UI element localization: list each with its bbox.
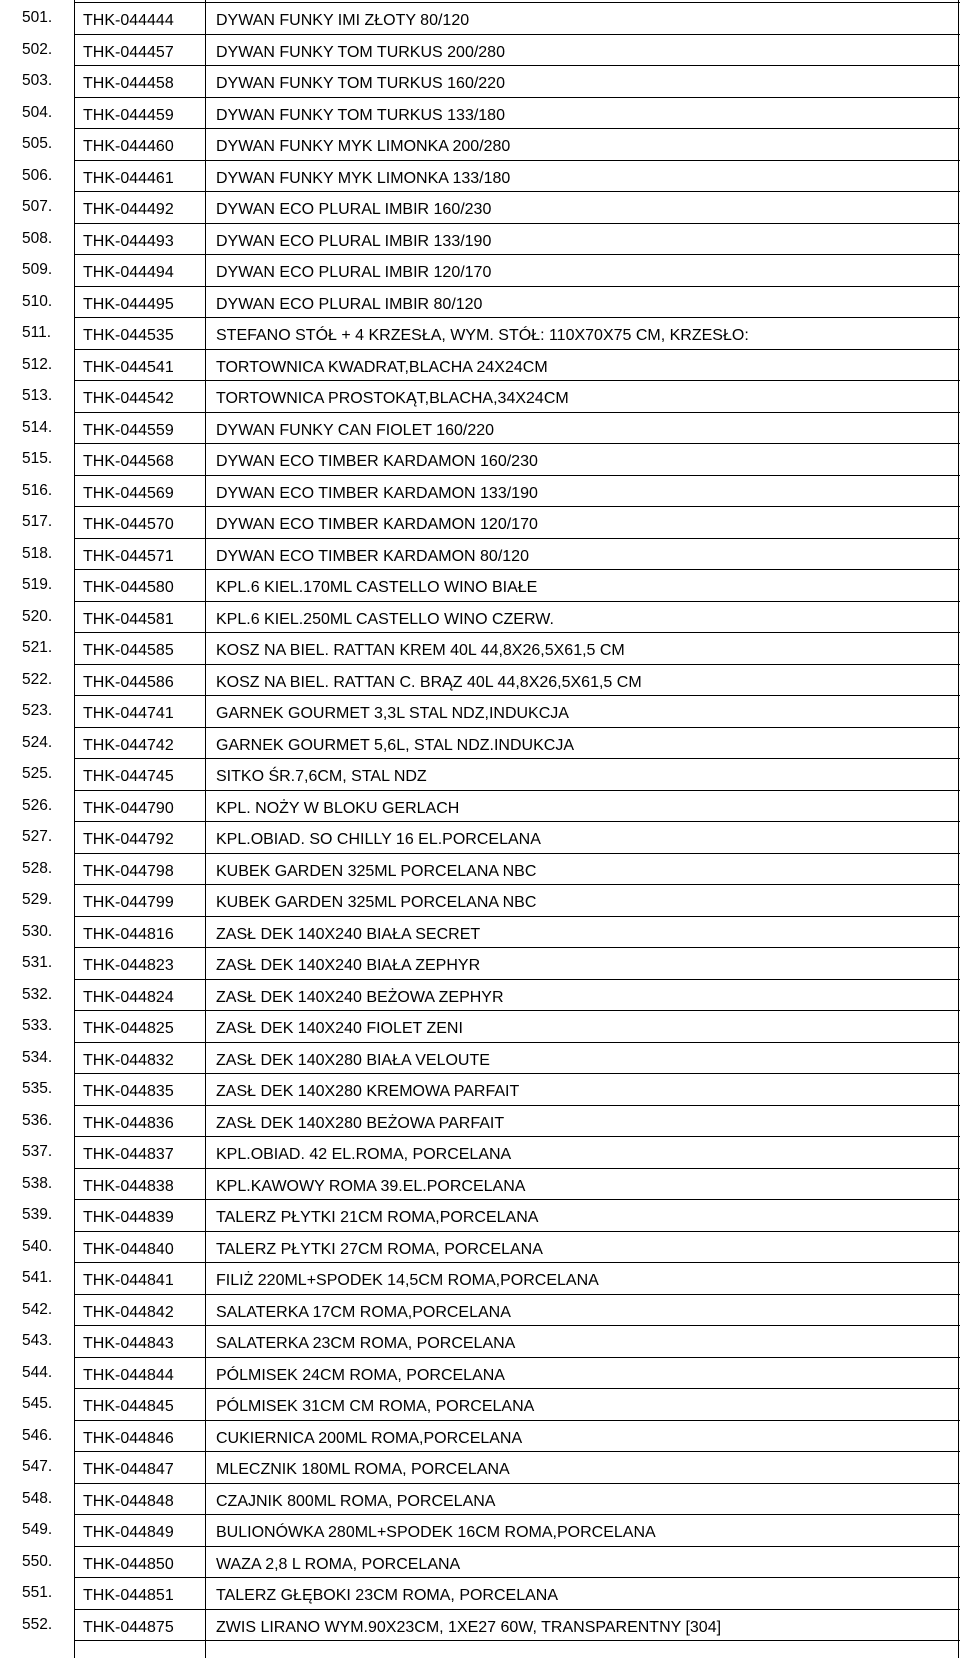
product-code: THK-044844 [83,1366,174,1384]
product-code: THK-044559 [83,421,174,439]
product-code: THK-044444 [83,12,174,29]
row-number: 533. [22,1017,53,1034]
product-code: THK-044846 [83,1429,174,1447]
product-code: THK-044837 [83,1146,174,1163]
product-description: SALATERKA 17CM ROMA,PORCELANA [216,1303,511,1321]
table-row [0,1168,960,1200]
row-number: 509. [22,261,53,278]
product-description: ZASŁ DEK 140X240 FIOLET ZENI [216,1020,463,1037]
row-number: 523. [22,702,53,719]
row-number: 511. [22,324,52,341]
table-row [0,223,960,255]
product-code: THK-044742 [83,736,174,754]
product-description: CZAJNIK 800ML ROMA, PORCELANA [216,1492,496,1510]
product-description: KUBEK GARDEN 325ML PORCELANA NBC [216,894,537,911]
row-number: 505. [22,135,53,152]
product-description: DYWAN FUNKY IMI ZŁOTY 80/120 [216,12,470,29]
table-row [0,664,960,696]
product-code: THK-044850 [83,1555,174,1573]
product-code: THK-044586 [83,673,174,691]
table-row [0,1483,960,1515]
product-description: CUKIERNICA 200ML ROMA,PORCELANA [216,1429,523,1447]
table-row [0,443,960,475]
product-description: KPL.6 KIEL.250ML CASTELLO WINO CZERW. [216,610,554,628]
row-number: 543. [22,1332,53,1349]
product-code: THK-044842 [83,1303,174,1321]
row-number: 547. [22,1458,53,1475]
product-code: THK-044495 [83,295,174,313]
table-row [0,1546,960,1578]
table-row [0,538,960,570]
table-row [0,1451,960,1483]
product-description: DYWAN FUNKY TOM TURKUS 200/280 [216,43,505,61]
product-code: THK-044849 [83,1524,174,1541]
row-number: 538. [22,1174,53,1192]
table-row [0,821,960,853]
product-code: THK-044570 [83,516,174,533]
row-number: 517. [22,513,53,530]
product-description: ZASŁ DEK 140X280 BEŻOWA PARFAIT [216,1114,505,1132]
product-description: SALATERKA 23CM ROMA, PORCELANA [216,1335,516,1352]
row-number: 541. [22,1269,53,1286]
product-description: KOSZ NA BIEL. RATTAN C. BRĄZ 40L 44,8X26,5X61,5 CM [216,673,642,691]
product-code: THK-044824 [83,988,174,1006]
product-description: TALERZ PŁYTKI 27CM ROMA, PORCELANA [216,1240,543,1258]
table-row [0,1199,960,1231]
row-number: 526. [22,796,53,814]
product-code: THK-044840 [83,1240,174,1258]
table-row [0,2,960,34]
table-row [0,1294,960,1326]
table-row [0,601,960,633]
product-description: ZASŁ DEK 140X240 BIAŁA ZEPHYR [216,957,481,974]
row-number: 514. [22,418,53,436]
table-row [0,1388,960,1420]
table-row [0,632,960,664]
product-code: THK-044457 [83,43,174,61]
product-code: THK-044839 [83,1209,174,1226]
product-code: THK-044851 [83,1587,174,1604]
product-description: KPL. NOŻY W BLOKU GERLACH [216,799,460,817]
product-code: THK-044571 [83,547,174,565]
row-number: 524. [22,733,53,751]
table-row [0,65,960,97]
table-row [0,1514,960,1546]
product-code: THK-044745 [83,768,174,785]
product-description: FILIŻ 220ML+SPODEK 14,5CM ROMA,PORCELANA [216,1272,599,1289]
row-number: 532. [22,985,53,1003]
product-code: THK-044458 [83,75,174,92]
row-number: 501. [22,9,53,26]
row-number: 537. [22,1143,53,1160]
product-description: DYWAN ECO PLURAL IMBIR 133/190 [216,232,492,250]
table-row [0,254,960,286]
product-code: THK-044845 [83,1398,174,1415]
product-description: SITKO ŚR.7,6CM, STAL NDZ [216,768,427,785]
product-description: ZASŁ DEK 140X240 BIAŁA SECRET [216,925,481,943]
table-row [0,1231,960,1263]
table-row [0,1420,960,1452]
table-row [0,1262,960,1294]
product-code: THK-044535 [83,327,174,344]
table-row [0,1105,960,1137]
row-number: 519. [22,576,53,593]
product-description: STEFANO STÓŁ + 4 KRZESŁA, WYM. STÓŁ: 110X70X75 CM, KRZESŁO: [216,327,749,344]
product-description: DYWAN FUNKY CAN FIOLET 160/220 [216,421,495,439]
table-row [0,128,960,160]
row-number: 510. [22,292,53,310]
table-row [0,758,960,790]
table-row [0,979,960,1011]
product-code: THK-044585 [83,642,174,659]
table-row [0,916,960,948]
table-row [0,947,960,979]
row-number: 507. [22,198,53,215]
product-code: THK-044741 [83,705,174,722]
row-number: 528. [22,859,53,877]
row-number: 513. [22,387,53,404]
row-number: 529. [22,891,53,908]
table-row [0,380,960,412]
product-code: THK-044847 [83,1461,174,1478]
table-row [0,317,960,349]
table-row [0,1073,960,1105]
row-number: 550. [22,1552,53,1570]
product-description: TORTOWNICA KWADRAT,BLACHA 24X24CM [216,358,548,376]
table-row [0,1010,960,1042]
row-number: 536. [22,1111,53,1129]
product-code: THK-044798 [83,862,174,880]
product-code: THK-044838 [83,1177,174,1195]
product-code: THK-044581 [83,610,174,628]
product-description: WAZA 2,8 L ROMA, PORCELANA [216,1555,461,1573]
row-number: 520. [22,607,53,625]
product-description: KPL.OBIAD. SO CHILLY 16 EL.PORCELANA [216,831,541,848]
product-code: THK-044461 [83,169,174,187]
table-row [0,349,960,381]
product-code: THK-044843 [83,1335,174,1352]
product-code: THK-044459 [83,106,174,124]
product-description: GARNEK GOURMET 5,6L, STAL NDZ.INDUKCJA [216,736,574,754]
table-row [0,160,960,192]
product-description: DYWAN FUNKY TOM TURKUS 133/180 [216,106,505,124]
product-description: ZWIS LIRANO WYM.90X23CM, 1XE27 60W, TRANSPARENTNY [304] [216,1618,722,1636]
row-number: 515. [22,450,53,467]
table-row [0,569,960,601]
table-row [0,790,960,822]
table-row [0,695,960,727]
product-code: THK-044542 [83,390,174,407]
product-description: DYWAN ECO TIMBER KARDAMON 80/120 [216,547,529,565]
row-number: 546. [22,1426,53,1444]
row-number: 504. [22,103,53,121]
row-number: 545. [22,1395,53,1412]
product-description: KOSZ NA BIEL. RATTAN KREM 40L 44,8X26,5X61,5 CM [216,642,625,659]
row-number: 535. [22,1080,53,1097]
row-number: 525. [22,765,53,782]
row-number: 539. [22,1206,53,1223]
product-code: THK-044493 [83,232,174,250]
row-number: 548. [22,1489,53,1507]
product-code: THK-044836 [83,1114,174,1132]
product-description: TALERZ PŁYTKI 21CM ROMA,PORCELANA [216,1209,539,1226]
product-code: THK-044848 [83,1492,174,1510]
row-number: 516. [22,481,53,499]
product-code: THK-044825 [83,1020,174,1037]
row-number: 551. [22,1584,53,1601]
product-description: DYWAN ECO PLURAL IMBIR 80/120 [216,295,483,313]
row-number: 540. [22,1237,53,1255]
product-code: THK-044841 [83,1272,174,1289]
product-code: THK-044494 [83,264,174,281]
product-description: TORTOWNICA PROSTOKĄT,BLACHA,34X24CM [216,390,569,407]
product-code: THK-044835 [83,1083,174,1100]
product-description: KUBEK GARDEN 325ML PORCELANA NBC [216,862,537,880]
row-number: 527. [22,828,53,845]
table-row [0,34,960,66]
row-number: 531. [22,954,53,971]
product-description: BULIONÓWKA 280ML+SPODEK 16CM ROMA,PORCELANA [216,1524,656,1541]
product-description: DYWAN FUNKY MYK LIMONKA 133/180 [216,169,511,187]
product-code: THK-044832 [83,1051,174,1069]
product-description: KPL.6 KIEL.170ML CASTELLO WINO BIAŁE [216,579,538,596]
product-code: THK-044541 [83,358,174,376]
product-code: THK-044799 [83,894,174,911]
row-number: 552. [22,1615,53,1633]
product-code: THK-044568 [83,453,174,470]
row-border [74,1640,960,1641]
product-code: THK-044580 [83,579,174,596]
product-code: THK-044875 [83,1618,174,1636]
product-description: DYWAN FUNKY MYK LIMONKA 200/280 [216,138,511,155]
product-code: THK-044790 [83,799,174,817]
table-row [0,97,960,129]
product-description: DYWAN ECO PLURAL IMBIR 160/230 [216,201,492,218]
product-description: DYWAN ECO TIMBER KARDAMON 133/190 [216,484,538,502]
product-description: DYWAN ECO PLURAL IMBIR 120/170 [216,264,492,281]
product-description: DYWAN ECO TIMBER KARDAMON 160/230 [216,453,538,470]
row-number: 506. [22,166,53,184]
table-row [0,1357,960,1389]
table-row [0,727,960,759]
table-row [0,853,960,885]
product-description: ZASŁ DEK 140X240 BEŻOWA ZEPHYR [216,988,504,1006]
row-number: 502. [22,40,53,58]
row-number: 522. [22,670,53,688]
product-code: THK-044816 [83,925,174,943]
table-row [0,884,960,916]
table-row [0,1042,960,1074]
row-number: 542. [22,1300,53,1318]
row-number: 530. [22,922,53,940]
table-row [0,286,960,318]
product-description: DYWAN ECO TIMBER KARDAMON 120/170 [216,516,538,533]
table-row [0,506,960,538]
product-description: KPL.KAWOWY ROMA 39.EL.PORCELANA [216,1177,526,1195]
product-description: ZASŁ DEK 140X280 KREMOWA PARFAIT [216,1083,520,1100]
product-description: KPL.OBIAD. 42 EL.ROMA, PORCELANA [216,1146,512,1163]
product-description: MLECZNIK 180ML ROMA, PORCELANA [216,1461,510,1478]
row-number: 512. [22,355,53,373]
table-row [0,1609,960,1641]
row-number: 521. [22,639,53,656]
table-row [0,1325,960,1357]
product-code: THK-044569 [83,484,174,502]
product-code: THK-044823 [83,957,174,974]
product-description: TALERZ GŁĘBOKI 23CM ROMA, PORCELANA [216,1587,559,1604]
product-description: GARNEK GOURMET 3,3L STAL NDZ,INDUKCJA [216,705,569,722]
table-row [0,1136,960,1168]
row-number: 534. [22,1048,53,1066]
product-code: THK-044492 [83,201,174,218]
row-number: 508. [22,229,53,247]
product-description: PÓLMISEK 24CM ROMA, PORCELANA [216,1366,505,1384]
table-row [0,475,960,507]
product-description: DYWAN FUNKY TOM TURKUS 160/220 [216,75,505,92]
product-code: THK-044460 [83,138,174,155]
table-row [0,1577,960,1609]
row-number: 503. [22,72,53,89]
product-code: THK-044792 [83,831,174,848]
row-number: 544. [22,1363,53,1381]
product-description: ZASŁ DEK 140X280 BIAŁA VELOUTE [216,1051,490,1069]
row-number: 518. [22,544,53,562]
row-number: 549. [22,1521,53,1538]
product-description: PÓLMISEK 31CM CM ROMA, PORCELANA [216,1398,535,1415]
table-row [0,191,960,223]
table-row [0,412,960,444]
